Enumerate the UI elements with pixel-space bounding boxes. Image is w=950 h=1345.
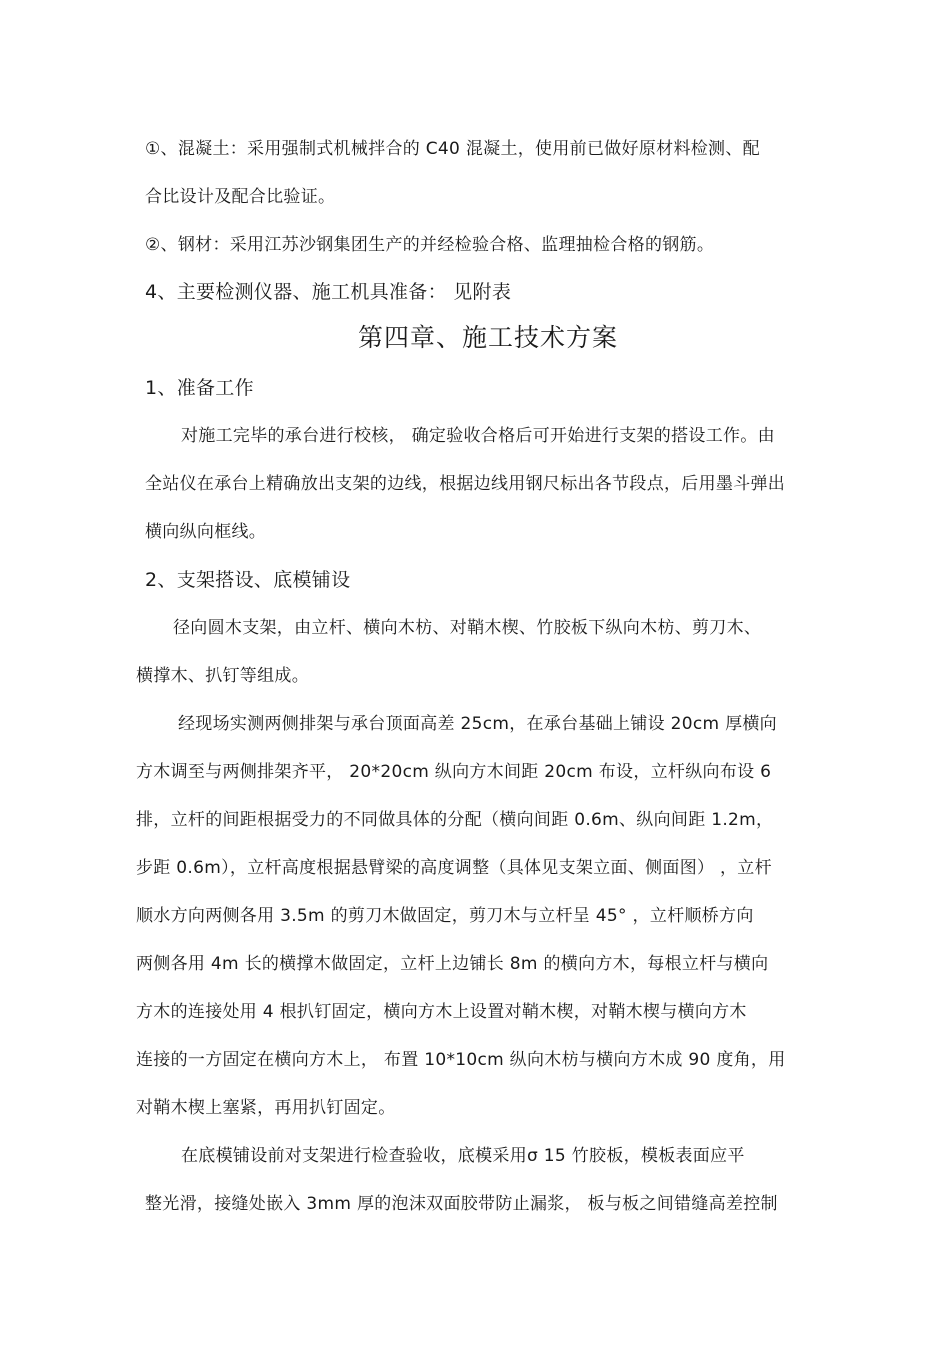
text-line: 在底模铺设前对支架进行检查验收，底模采用σ 15 竹胶板，模板表面应平	[181, 1146, 745, 1166]
text-line: 方木的连接处用 4 根扒钉固定，横向方木上设置对鞘木楔，对鞘木楔与横向方木	[136, 1002, 747, 1022]
text-line: 顺水方向两侧各用 3.5m 的剪刀木做固定，剪刀木与立杆呈 45° ，立杆顺桥方向	[136, 906, 754, 926]
chapter-title: 第四章、施工技术方案	[358, 323, 619, 352]
text-line: 对施工完毕的承台进行校核， 确定验收合格后可开始进行支架的搭设工作。由	[181, 426, 775, 446]
section-heading: 2、支架搭设、底模铺设	[145, 569, 351, 591]
text-line: 横向纵向框线。	[145, 522, 267, 542]
text-line: 整光滑，接缝处嵌入 3mm 厚的泡沫双面胶带防止漏浆， 板与板之间错缝高差控制	[145, 1194, 778, 1214]
text-line: 合比设计及配合比验证。	[145, 187, 336, 207]
text-line: 排，立杆的间距根据受力的不同做具体的分配（横向间距 0.6m、纵向间距 1.2m，	[136, 810, 774, 830]
text-line: 经现场实测两侧排架与承台顶面高差 25cm，在承台基础上铺设 20cm 厚横向	[178, 714, 777, 734]
text-line: 两侧各用 4m 长的横撑木做固定，立杆上边铺长 8m 的横向方木，每根立杆与横向	[136, 954, 769, 974]
text-line: 横撑木、扒钉等组成。	[136, 666, 309, 686]
text-line: 全站仪在承台上精确放出支架的边线，根据边线用钢尺标出各节段点，后用墨斗弹出	[145, 474, 786, 494]
text-line: 方木调至与两侧排架齐平， 20*20cm 纵向方木间距 20cm 布设，立杆纵向布设 6	[136, 762, 772, 782]
section-heading: 1、准备工作	[145, 377, 254, 399]
text-line: 步距 0.6m），立杆高度根据悬臂梁的高度调整（具体见支架立面、侧面图） ，立杆	[136, 858, 772, 878]
text-line: 对鞘木楔上塞紧，再用扒钉固定。	[136, 1098, 396, 1118]
text-line: ②、钢材：采用江苏沙钢集团生产的并经检验合格、监理抽检合格的钢筋。	[145, 235, 715, 255]
text-line: ①、混凝土：采用强制式机械拌合的 C40 混凝土，使用前已做好原材料检测、配	[145, 139, 760, 159]
section-heading: 4、主要检测仪器、施工机具准备： 见附表	[145, 281, 512, 303]
text-line: 连接的一方固定在横向方木上， 布置 10*10cm 纵向木枋与横向方木成 90 度角，用	[136, 1050, 786, 1070]
text-line: 径向圆木支架，由立杆、横向木枋、对鞘木楔、竹胶板下纵向木枋、剪刀木、	[173, 618, 762, 638]
